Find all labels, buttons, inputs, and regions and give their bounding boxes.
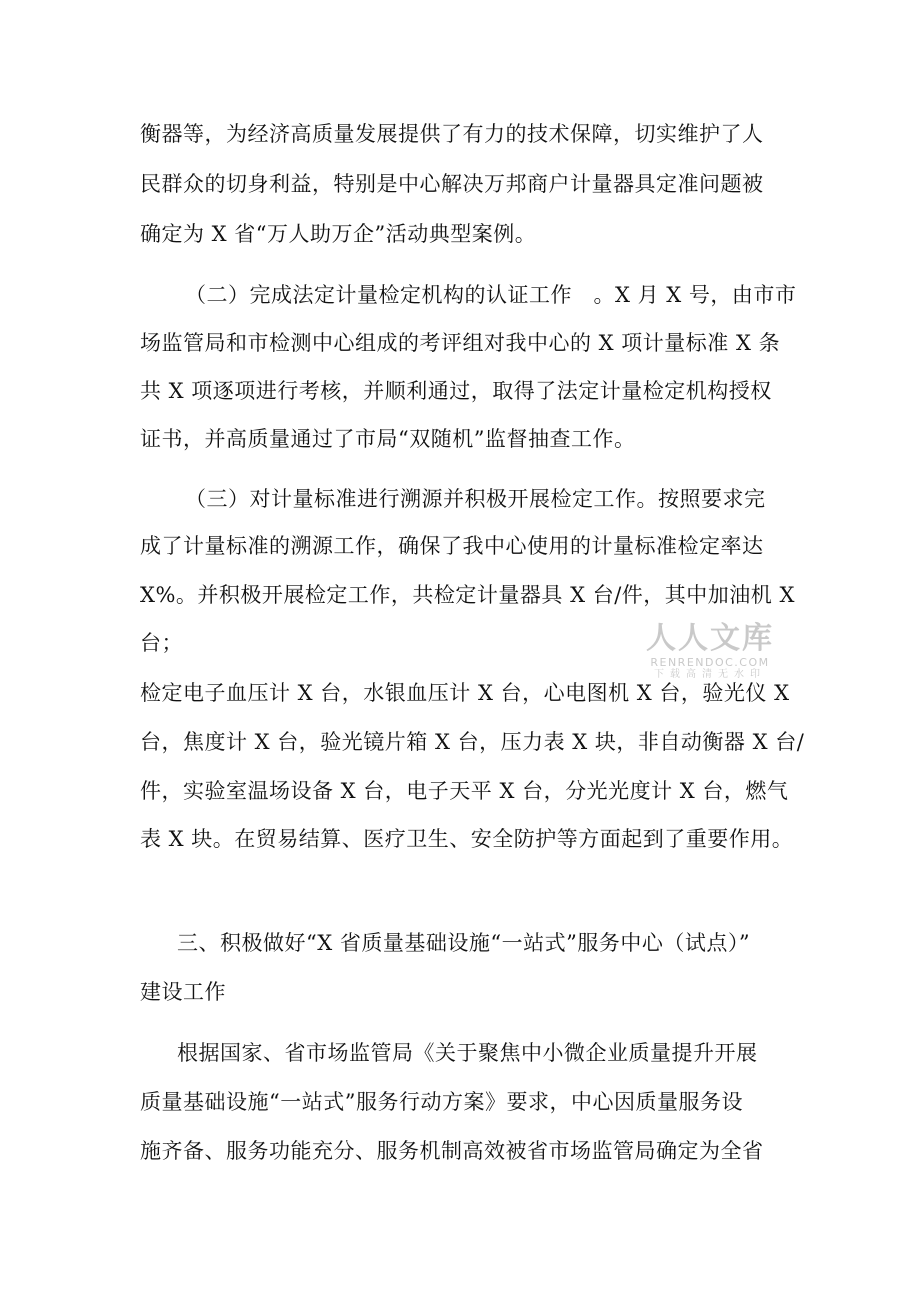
text-line-12: 检定电子血压计 X 台，水银血压计 X 台，心电图机 X 台，验光仪 X [140, 681, 790, 705]
text-line-8: （三）对计量标准进行溯源并积极开展检定工作。按照要求完 [185, 487, 766, 511]
watermark-title: 人人文库 [646, 621, 774, 656]
text-line-2: 民群众的切身利益，特别是中心解决万邦商户计量器具定准问题被 [140, 172, 764, 196]
text-line-6: 共 X 项逐项进行考核，并顺利通过，取得了法定计量检定机构授权 [140, 379, 772, 403]
text-line-10: X%。并积极开展检定工作，共检定计量器具 X 台/件，其中加油机 X [140, 583, 795, 607]
section-heading-line-2: 建设工作 [140, 980, 226, 1004]
watermark-subtitle: 下载高清无水印 [654, 669, 766, 680]
text-line-1: 衡器等，为经济高质量发展提供了有力的技术保障，切实维护了人 [140, 122, 764, 146]
text-line-20: 施齐备、服务功能充分、服务机制高效被省市场监管局确定为全省 [140, 1139, 764, 1163]
watermark [646, 622, 774, 681]
text-line-18: 根据国家、省市场监管局《关于聚焦中小微企业质量提升开展 [177, 1041, 758, 1065]
text-line-9: 成了计量标准的溯源工作，确保了我中心使用的计量标准检定率达 [140, 534, 764, 558]
text-line-14: 件，实验室温场设备 X 台，电子天平 X 台，分光光度计 X 台，燃气 [140, 779, 789, 803]
text-line-13: 台，焦度计 X 台，验光镜片箱 X 台，压力表 X 块，非自动衡器 X 台/ [140, 730, 805, 754]
text-line-11: 台； [140, 631, 183, 655]
text-line-5: 场监管局和市检测中心组成的考评组对我中心的 X 项计量标准 X 条 [140, 331, 781, 355]
section-heading-line-1: 三、积极做好“X 省质量基础设施“一站式”服务中心（试点）” [177, 931, 751, 955]
text-line-15: 表 X 块。在贸易结算、医疗卫生、安全防护等方面起到了重要作用。 [140, 827, 794, 851]
text-line-19: 质量基础设施“一站式”服务行动方案》要求，中心因质量服务设 [140, 1090, 743, 1114]
watermark-site: RENRENDOC.COM [650, 656, 770, 669]
text-line-7: 证书，并高质量通过了市局“双随机”监督抽查工作。 [140, 427, 636, 451]
text-line-4: （二）完成法定计量检定机构的认证工作 。X 月 X 号，由市市 [185, 283, 797, 307]
text-line-3: 确定为 X 省“万人助万企”活动典型案例。 [140, 222, 537, 246]
